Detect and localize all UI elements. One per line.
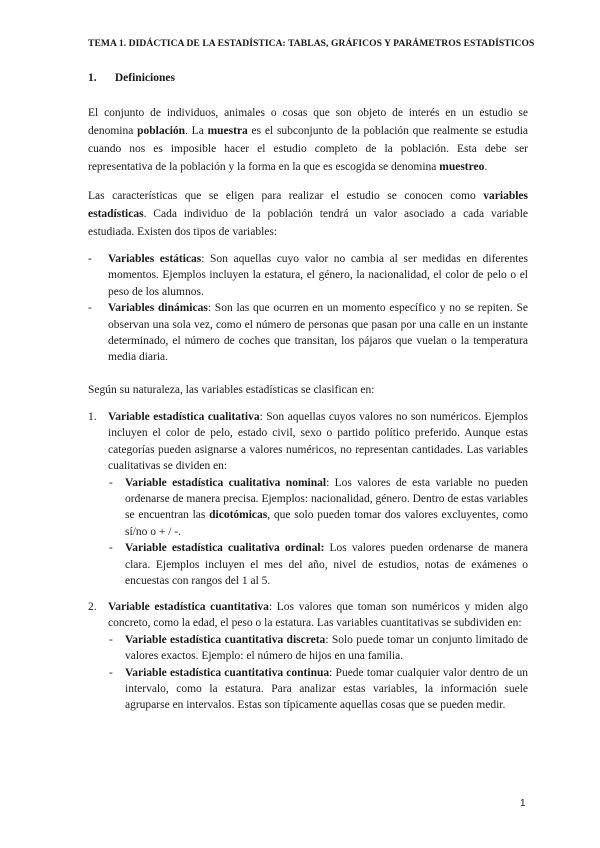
p2-text-c: . Cada individuo de la población tendrá un valor asociado a cada variable estudiada. Existen dos tipos de variables: [88, 208, 528, 239]
bullet-list-variable-types [88, 251, 528, 366]
section-heading [88, 72, 175, 84]
p1-text-c: . La [185, 125, 208, 138]
term-muestra: muestra [207, 125, 248, 138]
sub-marker: - [109, 476, 113, 489]
p1-text-d: es el subconjunto de la población que realmente se estudia cuando nos es imposible hacer el estudio completo de la población. Esta debe ser representativa de la población y la forma en la que es escogida se denomina [88, 125, 528, 174]
paragraph-variables [88, 187, 528, 241]
p1-text-e: . [484, 161, 488, 174]
sub-list-item [88, 540, 528, 589]
list-item-text: : Son las que ocurren en un momento específico y no se repiten. Se observan una sola vez, como el número de personas que pasan por una calle en un instante determinado, el número de coches que transitan, los pájaros que vuelan o la temperatura media diaria. [108, 302, 528, 364]
ordered-item-cuantitativa [88, 599, 528, 714]
page-number: 1 [520, 798, 526, 809]
term-continua: Variable estadística cuantitativa continua [125, 666, 330, 679]
list-item [88, 251, 528, 300]
term-ordinal: Variable estadística cualitativa ordinal: [125, 542, 325, 555]
term-muestreo: muestreo [439, 161, 485, 174]
sub-item-text: : Solo puede tomar un conjunto limitado de valores exactos. Ejemplo: el número de hijos en una familia. [125, 633, 528, 663]
paragraph-clasificacion: Según su naturaleza, las variables estadísticas se clasifican en: [88, 384, 375, 396]
term-dinamicas: Variables dinámicas [108, 302, 208, 315]
sub-list-item [88, 475, 528, 541]
term-cualitativa: Variable estadística cualitativa [108, 411, 260, 423]
term-nominal: Variable estadística cualitativa nominal [125, 476, 327, 489]
term-discreta: Variable estadística cuantitativa discreta [125, 633, 326, 646]
sub-marker: - [109, 633, 113, 646]
sub-marker: - [109, 666, 113, 679]
sub-item-text: : Puede tomar cualquier valor dentro de un intervalo, como la estatura. Para analizar estas variables, la información suele agruparse en intervalos. Estas son típicamente aquellas cosas que se pueden medir. [125, 666, 528, 712]
bullet-marker: - [88, 302, 92, 315]
ordered-list-item [88, 599, 528, 632]
term-cuantitativa: Variable estadística cuantitativa [108, 601, 269, 613]
list-item-text: : Son aquellas cuyo valor no cambia al ser medidas en diferentes momentos. Ejemplos incluyen la estatura, el género, la nacionalidad, el color de pelo o el peso de los alumnos. [108, 253, 528, 298]
bullet-marker: - [88, 253, 92, 265]
sub-item-text: : Los valores de esta variable no pueden ordenarse de manera precisa. Ejemplos: nacionalidad, género. Dentro de estas variables se encuentran las [125, 476, 528, 522]
paragraph-poblacion [88, 104, 528, 176]
sub-list-item [88, 632, 528, 665]
ordered-list-item [88, 409, 528, 475]
sub-item-text: Los valores pueden ordenarse de manera clara. Ejemplos incluyen el mes del año, nivel de estudios, notas de exámenes o encuestas con rangos del 1 al 5. [125, 542, 528, 588]
ordered-item-text: : Son aquellas cuyos valores no son numéricos. Ejemplos incluyen el color de pelo, estado civil, sexo o partido político preferido. Aunque estas categorías pueden asignarse a valores numéricos, no representan cantidades. Las variables cualitativas se dividen en: [108, 411, 528, 473]
term-poblacion: población [137, 125, 186, 138]
p2-text-a: Las características que se eligen para realizar el estudio se conocen como [88, 190, 484, 202]
list-item [88, 300, 528, 366]
sub-list-item [88, 665, 528, 714]
ordered-marker: 2. [88, 601, 97, 613]
term-dicotomicas: dicotómicas [209, 509, 268, 522]
sub-item-text-2: , que solo pueden tomar dos valores excluyentes, como sí/no o + / -. [125, 509, 529, 538]
section-number: 1. [88, 72, 97, 84]
sub-marker: - [109, 542, 113, 555]
ordered-item-cualitativa [88, 409, 528, 589]
p1-text-a: El conjunto de individuos, animales o cosas que son objeto de interés en un estudio se denomina [88, 107, 528, 138]
ordered-item-text: : Los valores que toman son numéricos y miden algo concreto, como la edad, el peso o la estatura. Las variables cuantitativas se subdividen en: [108, 601, 528, 630]
term-estaticas: Variables estáticas [108, 253, 202, 265]
term-variables-estadisticas: variables estadísticas [88, 190, 528, 221]
document-header: TEMA 1. DIDÁCTICA DE LA ESTADÍSTICA: TABLAS, GRÁFICOS Y PARÁMETROS ESTADÍSTICOS [88, 38, 535, 49]
section-title: Definiciones [114, 72, 175, 84]
ordered-marker: 1. [88, 411, 97, 423]
